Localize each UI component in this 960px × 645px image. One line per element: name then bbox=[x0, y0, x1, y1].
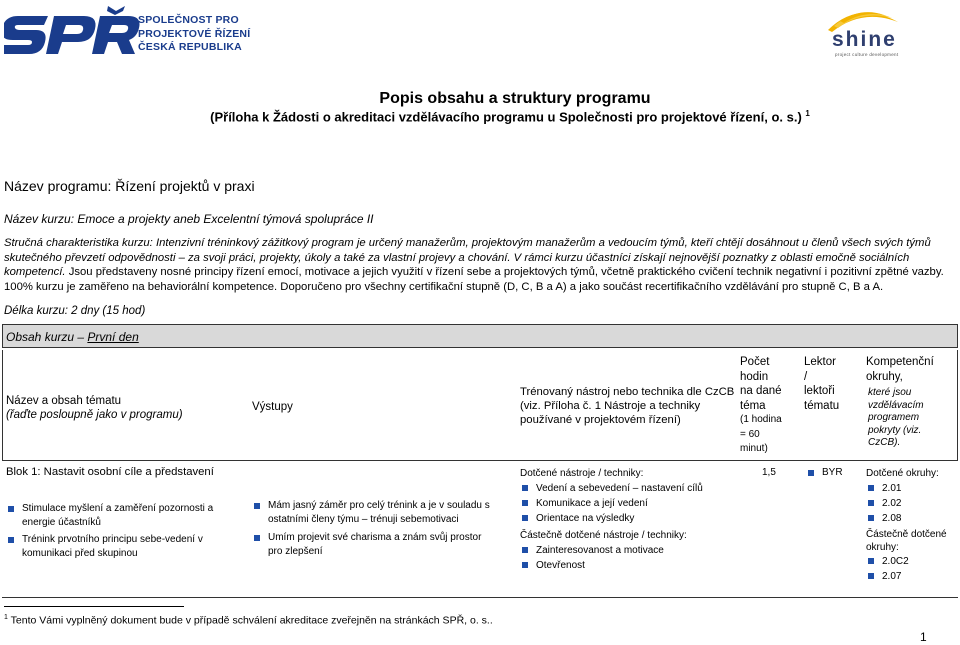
bullet-icon bbox=[522, 562, 528, 568]
bullet-icon bbox=[868, 558, 874, 564]
page-title: Popis obsahu a struktury programu bbox=[379, 90, 651, 107]
list-item: Komunikace a její vedení bbox=[520, 496, 735, 511]
hours-value: 1,5 bbox=[762, 467, 776, 478]
course-name: Název kurzu: Emoce a projekty aneb Excelentní týmová spolupráce II bbox=[4, 212, 374, 226]
page-number: 1 bbox=[920, 630, 927, 644]
bullet-icon bbox=[522, 500, 528, 506]
list-item: Trénink prvotního principu sebe-vedení v komunikaci před skupinou bbox=[6, 533, 230, 560]
list-item: 2.01 bbox=[866, 481, 956, 496]
list-item: 2.0C2 bbox=[866, 554, 956, 569]
list-item: Orientace na výsledky bbox=[520, 511, 735, 526]
list-item: Zainteresovanost a motivace bbox=[520, 543, 735, 558]
bullet-icon bbox=[522, 485, 528, 491]
header-competence: Kompetenční okruhy, které jsou vzdělávacím programem pokryty (viz. CzCB). bbox=[866, 356, 934, 448]
bullet-icon bbox=[522, 515, 528, 521]
footnote-rule bbox=[4, 606, 184, 607]
shine-logo-tagline: project culture development bbox=[835, 52, 899, 57]
course-duration: Délka kurzu: 2 dny (15 hod) bbox=[4, 305, 146, 317]
table-bottom-border bbox=[2, 597, 958, 598]
header-topic: Název a obsah tématu (řaďte posloupně jako v programu) bbox=[6, 395, 183, 421]
outputs-list bbox=[252, 499, 492, 558]
content-day-bar: Obsah kurzu – První den bbox=[2, 324, 958, 348]
header-hours: Počet hodin na dané téma (1 hodina = 60 minut) bbox=[740, 356, 782, 454]
bullet-icon bbox=[808, 470, 814, 476]
header-outputs: Výstupy bbox=[252, 401, 293, 413]
course-description: Stručná charakteristika kurzu: Intenzivní tréninkový zážitkový program je určený manažerům, projektovým manažerům a vedoucím týmů, kteří chtějí dosáhnout u členů všech svých týmů skutečného převzetí odpovědnosti – za svoji práci, projekty, úkoly a také za vlastní projevy a chování. V rámci kurzu účastníci získají nejnovější poznatky z oblasti emočně sociálních kompetencí. Jsou představeny nosné principy řízení emocí, motivace a jejich využití v řízení sebe a projektových týmů, včetně praktického cvičení technik negativní i pozitivní zpětné vazby. 100% kurzu je zaměřeno na behaviorální kompetence. Doporučeno pro všechny certifikační stupně (D, C, B a A) a jako součást recertifikačního vzdělávání pro stupně C, B a A. bbox=[4, 237, 944, 293]
tools-cell: Dotčené nástroje / techniky: Vedení a sebevedení – nastavení cílů Komunikace a její vedení Orientace na výsledky Částečně dotčené nástroje / techniky: Zainteresovanost a motivace Otevřenost bbox=[520, 466, 735, 573]
bullet-icon bbox=[254, 535, 260, 541]
shine-logo-word: shine bbox=[832, 28, 897, 51]
bullet-icon bbox=[8, 537, 14, 543]
program-name: Název programu: Řízení projektů v praxi bbox=[4, 178, 255, 194]
footnote: $^1$ Tento Vámi vyplněný dokument bude v případě schválení akreditace zveřejněn na stránkách SPŘ, o. s.. bbox=[4, 614, 493, 627]
bullet-icon bbox=[8, 506, 14, 512]
bullet-icon bbox=[868, 485, 874, 491]
list-item: Stimulace myšlení a zaměření pozornosti a energie účastníků bbox=[6, 502, 230, 529]
page-subtitle: (Příloha k Žádosti o akreditaci vzdělávacího programu u Společnosti pro projektové řízení, o. s.) $^1$ bbox=[210, 109, 810, 125]
spr-logo-text: SPOLEČNOST PRO PROJEKTOVÉ ŘÍZENÍ ČESKÁ REPUBLIKA bbox=[138, 14, 251, 53]
bullet-icon bbox=[254, 503, 260, 509]
header-lector: Lektor / lektoři tématu bbox=[804, 356, 840, 412]
lector-value: BYR bbox=[806, 466, 843, 480]
topic-list bbox=[6, 502, 230, 560]
bullet-icon bbox=[868, 515, 874, 521]
areas-cell: Dotčené okruhy: 2.01 2.02 2.08 Částečně dotčené okruhy: 2.0C2 2.07 bbox=[866, 466, 956, 584]
bullet-icon bbox=[868, 500, 874, 506]
list-item: 2.02 bbox=[866, 496, 956, 511]
list-item: 2.07 bbox=[866, 569, 956, 584]
table-border bbox=[957, 350, 958, 460]
header-tools: Trénovaný nástroj nebo technika dle CzCB (viz. Příloha č. 1 Nástroje a techniky používané v projektovém řízení) bbox=[520, 386, 735, 426]
table-divider bbox=[2, 460, 958, 461]
bullet-icon bbox=[522, 547, 528, 553]
block-title: Blok 1: Nastavit osobní cíle a představení bbox=[6, 466, 214, 478]
list-item: Mám jasný záměr pro celý trénink a je v souladu s ostatními členy týmu – trénuji sebemotivaci bbox=[252, 499, 492, 526]
bullet-icon bbox=[868, 573, 874, 579]
list-item: Vedení a sebevedení – nastavení cílů bbox=[520, 481, 735, 496]
list-item: 2.08 bbox=[866, 511, 956, 526]
list-item: Otevřenost bbox=[520, 558, 735, 573]
list-item: Umím projevit své charisma a znám svůj prostor pro zlepšení bbox=[252, 531, 492, 558]
table-border bbox=[2, 350, 3, 460]
